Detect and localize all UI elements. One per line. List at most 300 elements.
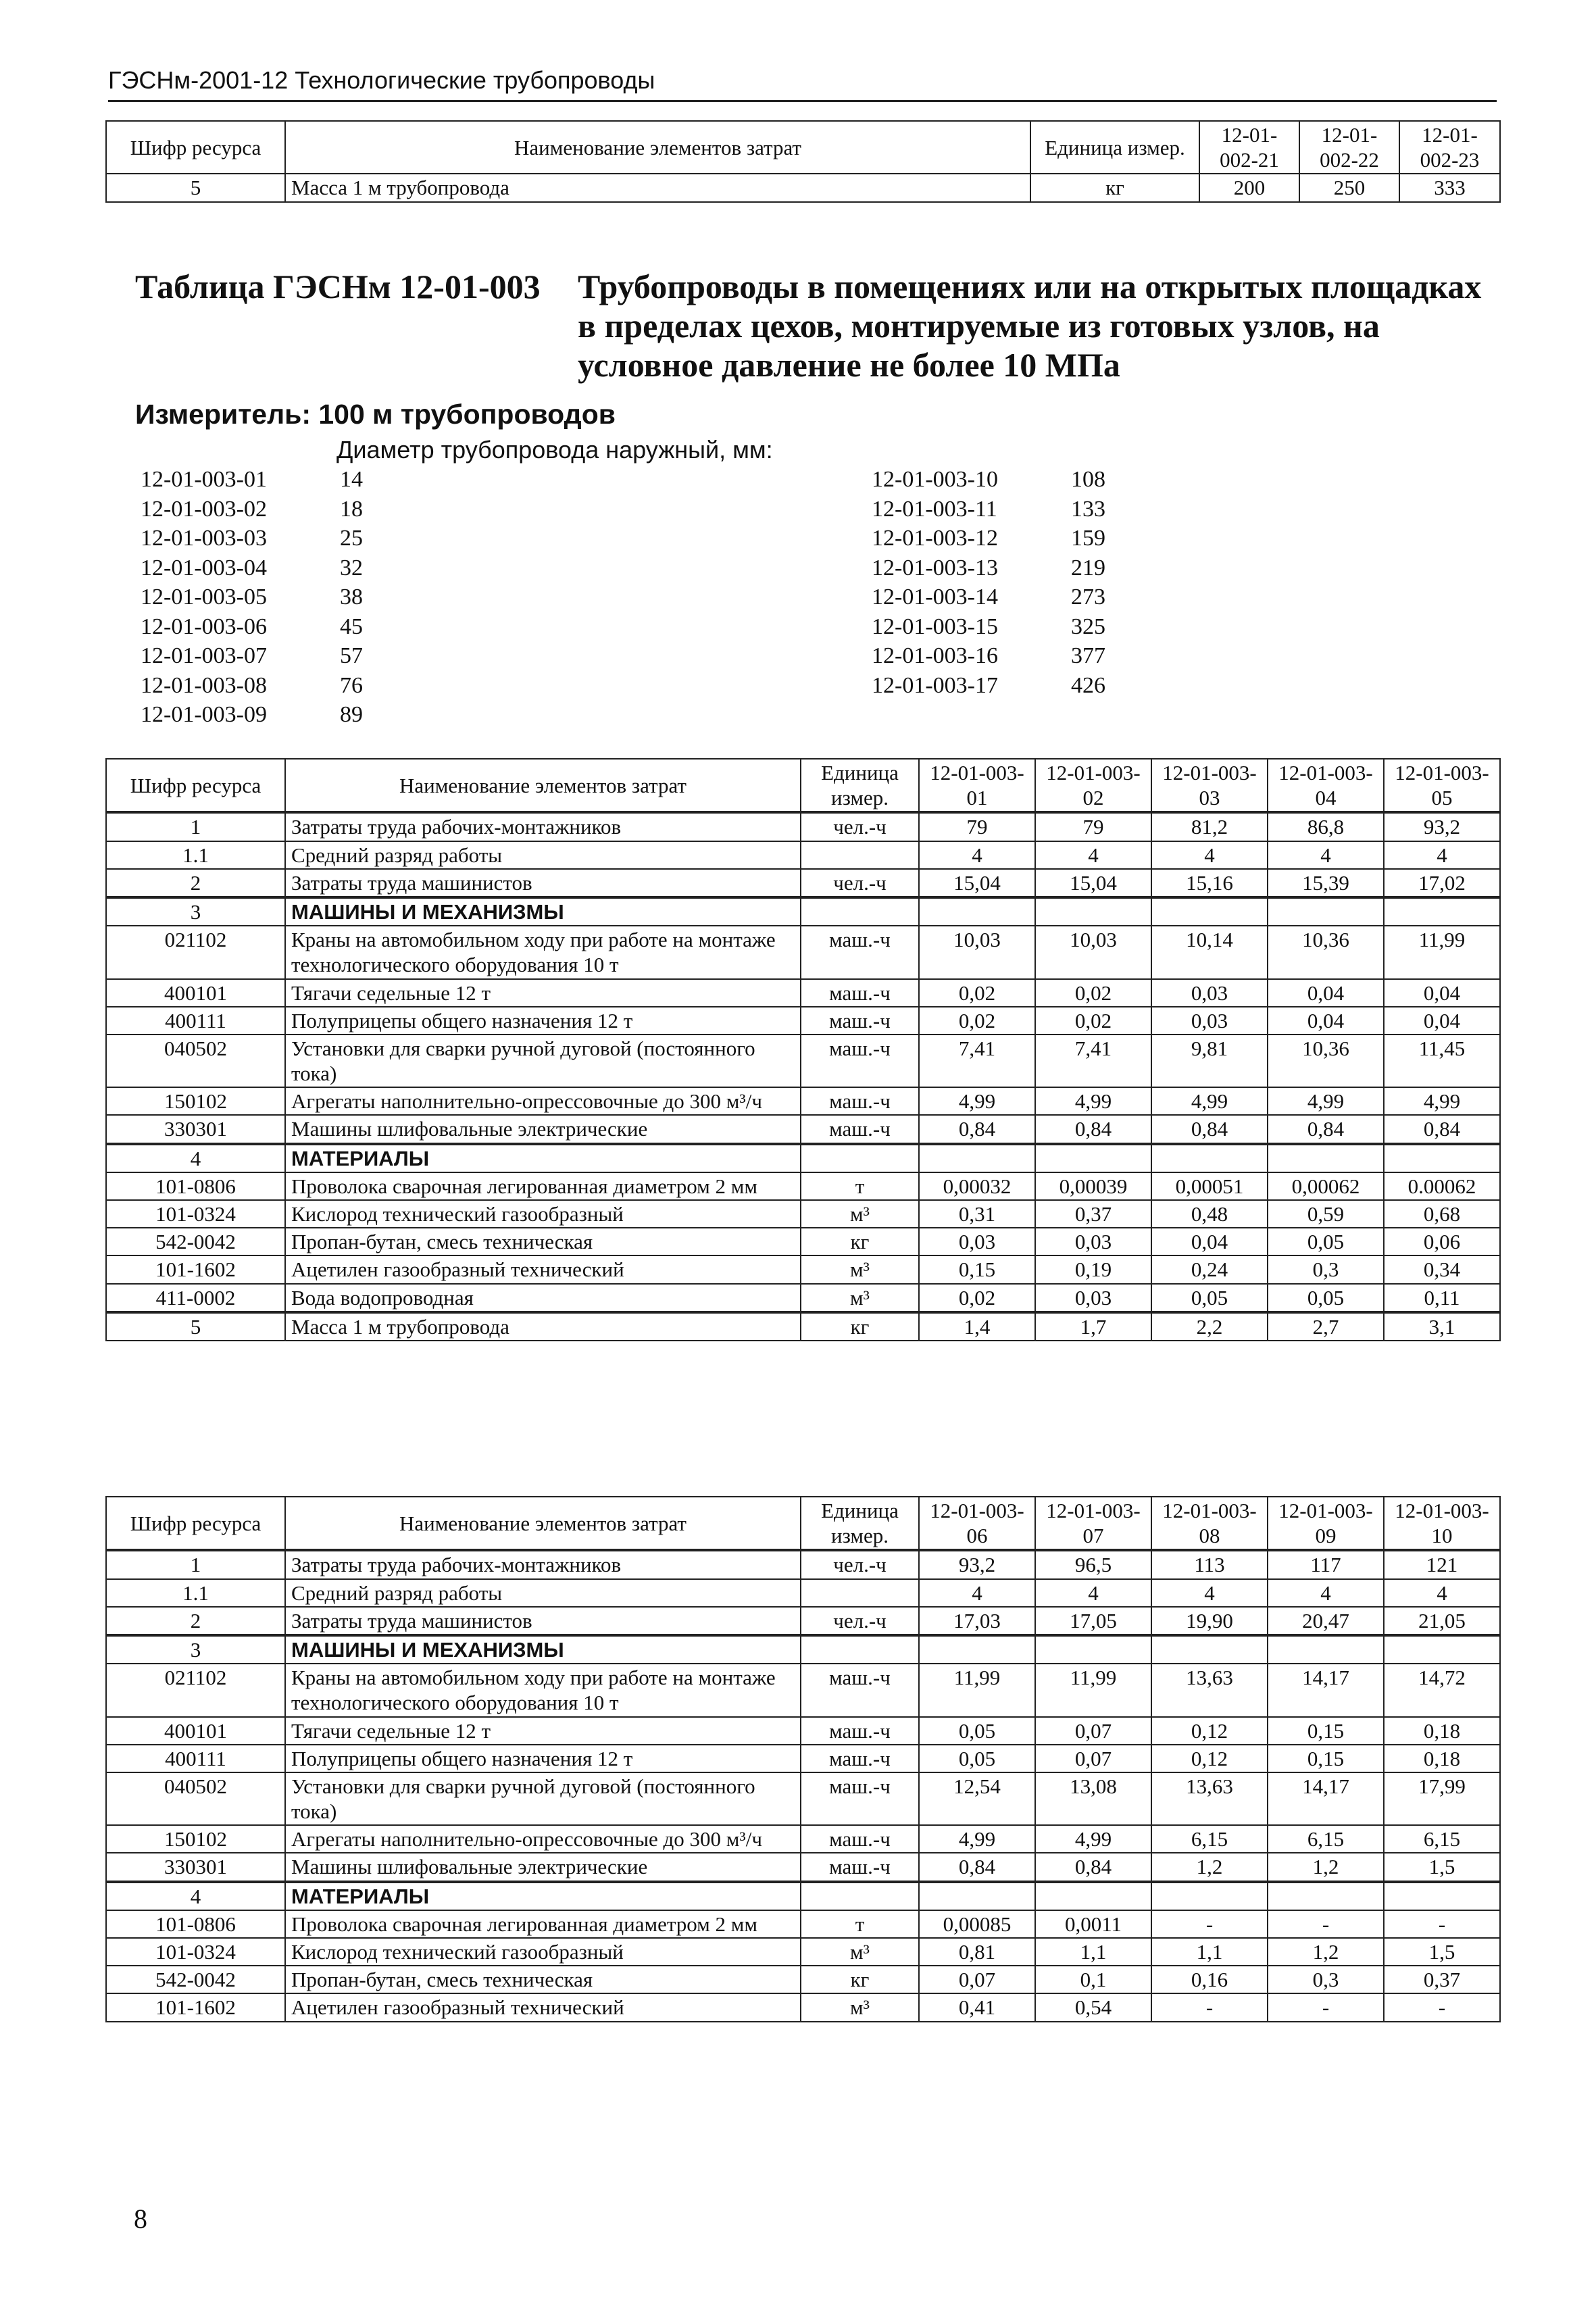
cell-value: 0,00032 bbox=[919, 1172, 1035, 1200]
cell-unit: м³ bbox=[801, 1993, 919, 2021]
table-section bbox=[106, 1882, 1500, 2022]
cell-value: 4,99 bbox=[1151, 1087, 1268, 1115]
cell-code: 4 bbox=[106, 1144, 285, 1172]
cell-unit: кг bbox=[801, 1228, 919, 1255]
cell-value bbox=[1384, 1882, 1500, 1910]
cell-value: 1,2 bbox=[1151, 1853, 1268, 1881]
norm-code: 12-01-003-07 bbox=[141, 643, 267, 668]
cell-value: 1,2 bbox=[1268, 1853, 1384, 1881]
norm-code: 12-01-003-13 bbox=[872, 555, 998, 580]
cell-value: 4 bbox=[1151, 1579, 1268, 1607]
cell-code: 400111 bbox=[106, 1745, 285, 1772]
cell-unit: маш.-ч bbox=[801, 1853, 919, 1881]
cell-value: 113 bbox=[1151, 1550, 1268, 1578]
cell-unit: маш.-ч bbox=[801, 1745, 919, 1772]
cell-code: 101-1602 bbox=[106, 1993, 285, 2021]
cell-value: 13,08 bbox=[1035, 1772, 1151, 1825]
cell-unit: чел.-ч bbox=[801, 1607, 919, 1635]
cell-value: 93,2 bbox=[919, 1550, 1035, 1578]
cell-value: 0,05 bbox=[1151, 1284, 1268, 1312]
code-list-item bbox=[141, 524, 421, 553]
cell-name: Ацетилен газообразный технический bbox=[285, 1993, 801, 2021]
cell-name: Полуприцепы общего назначения 12 т bbox=[285, 1007, 801, 1035]
cell-value: 11,99 bbox=[919, 1664, 1035, 1716]
cell-unit: маш.-ч bbox=[801, 1717, 919, 1745]
cell-value bbox=[919, 897, 1035, 926]
cell-value: 1,5 bbox=[1384, 1853, 1500, 1881]
cell-value: 0,03 bbox=[1151, 1007, 1268, 1035]
norm-code: 12-01-003-10 bbox=[872, 467, 998, 492]
cell-value: 121 bbox=[1384, 1550, 1500, 1578]
cell-unit: маш.-ч bbox=[801, 926, 919, 978]
cell-value bbox=[1035, 1635, 1151, 1664]
cell-value bbox=[1384, 1144, 1500, 1172]
cell-value: 21,05 bbox=[1384, 1607, 1500, 1635]
diameter-value: 377 bbox=[1071, 643, 1105, 668]
table-row bbox=[106, 1312, 1500, 1341]
table-row bbox=[106, 1035, 1500, 1087]
cell-value: 0,54 bbox=[1035, 1993, 1151, 2021]
cell-value: 0,07 bbox=[1035, 1745, 1151, 1772]
cell-value: 1,2 bbox=[1268, 1938, 1384, 1966]
col-header-name: Наименование элементов затрат bbox=[285, 759, 801, 812]
col-header-norm: 12-01-003-03 bbox=[1151, 759, 1268, 812]
cell-value: 4 bbox=[1384, 841, 1500, 869]
cell-value: 0,04 bbox=[1268, 1007, 1384, 1035]
cell-value: 0,04 bbox=[1151, 1228, 1268, 1255]
cell-value bbox=[1151, 1635, 1268, 1664]
col-header-norm: 12-01-003-06 bbox=[919, 1497, 1035, 1550]
norm-code: 12-01-003-03 bbox=[141, 526, 267, 551]
cell-unit: кг bbox=[801, 1966, 919, 1993]
table-section bbox=[106, 1312, 1500, 1341]
cell-name: Кислород технический газообразный bbox=[285, 1938, 801, 1966]
cell-unit: т bbox=[801, 1910, 919, 1938]
cell-name: Проволока сварочная легированная диаметром 2 мм bbox=[285, 1172, 801, 1200]
cell-code: 101-1602 bbox=[106, 1255, 285, 1283]
cell-value: 0,02 bbox=[919, 1284, 1035, 1312]
code-list-item bbox=[872, 671, 1152, 701]
cell-name: Затраты труда машинистов bbox=[285, 869, 801, 897]
cell-value bbox=[919, 1882, 1035, 1910]
cell-code: 4 bbox=[106, 1882, 285, 1910]
cell-value: 12,54 bbox=[919, 1772, 1035, 1825]
cell-value: 4 bbox=[1035, 841, 1151, 869]
cell-value: 13,63 bbox=[1151, 1664, 1268, 1716]
cell-unit: маш.-ч bbox=[801, 1087, 919, 1115]
cell-unit: м³ bbox=[801, 1255, 919, 1283]
cell-value: 2,2 bbox=[1151, 1312, 1268, 1341]
table-section bbox=[106, 1550, 1500, 1635]
cell-value: 20,47 bbox=[1268, 1607, 1384, 1635]
diameter-value: 159 bbox=[1071, 526, 1105, 551]
table-row bbox=[106, 1087, 1500, 1115]
cell-value: 0,84 bbox=[919, 1115, 1035, 1143]
table-row bbox=[106, 1579, 1500, 1607]
cell-name: Тягачи седельные 12 т bbox=[285, 1717, 801, 1745]
cell-value: 0,84 bbox=[919, 1853, 1035, 1881]
col-header-name: Наименование элементов затрат bbox=[285, 1497, 801, 1550]
table-row bbox=[106, 841, 1500, 869]
cell-code: 040502 bbox=[106, 1772, 285, 1825]
cell-code: 101-0324 bbox=[106, 1200, 285, 1228]
cell-unit: маш.-ч bbox=[801, 1007, 919, 1035]
cell-name: МАШИНЫ И МЕХАНИЗМЫ bbox=[285, 897, 801, 926]
cell-value: 4,99 bbox=[919, 1087, 1035, 1115]
diameter-value: 14 bbox=[340, 467, 363, 492]
cell-value: - bbox=[1268, 1993, 1384, 2021]
cell-value: 0,00085 bbox=[919, 1910, 1035, 1938]
cell-code: 101-0806 bbox=[106, 1172, 285, 1200]
cell-unit: м³ bbox=[801, 1200, 919, 1228]
code-list-item bbox=[141, 671, 421, 701]
cell-code: 2 bbox=[106, 869, 285, 897]
cell-value: 4 bbox=[919, 841, 1035, 869]
cell-name: Тягачи седельные 12 т bbox=[285, 979, 801, 1007]
cell-value: 200 bbox=[1199, 174, 1299, 201]
cell-value: 0,05 bbox=[919, 1717, 1035, 1745]
cell-code: 1 bbox=[106, 812, 285, 841]
table-row bbox=[106, 1007, 1500, 1035]
col-header-norm: 12-01-003-05 bbox=[1384, 759, 1500, 812]
cell-value: 0,41 bbox=[919, 1993, 1035, 2021]
cell-value: 11,99 bbox=[1384, 926, 1500, 978]
table-section bbox=[106, 812, 1500, 897]
table-label: Таблица ГЭСНм 12-01-003 bbox=[135, 268, 541, 305]
cell-value: 0,24 bbox=[1151, 1255, 1268, 1283]
cell-code: 542-0042 bbox=[106, 1228, 285, 1255]
cell-value: 0,68 bbox=[1384, 1200, 1500, 1228]
diameter-value: 45 bbox=[340, 614, 363, 639]
cell-value bbox=[1268, 897, 1384, 926]
cell-value bbox=[1384, 1635, 1500, 1664]
cell-value bbox=[1151, 897, 1268, 926]
code-list-item bbox=[872, 524, 1152, 553]
cell-value: 0,0011 bbox=[1035, 1910, 1151, 1938]
table-row bbox=[106, 979, 1500, 1007]
cell-code: 411-0002 bbox=[106, 1284, 285, 1312]
cell-value: 0,04 bbox=[1384, 979, 1500, 1007]
cell-name: Агрегаты наполнительно-опрессовочные до 300 м³/ч bbox=[285, 1825, 801, 1853]
cell-value: 2,7 bbox=[1268, 1312, 1384, 1341]
cell-code: 1 bbox=[106, 1550, 285, 1578]
cell-value: 0,3 bbox=[1268, 1255, 1384, 1283]
cell-unit: т bbox=[801, 1172, 919, 1200]
code-list-item bbox=[141, 641, 421, 671]
table-row bbox=[106, 1664, 1500, 1716]
table-row bbox=[106, 1745, 1500, 1772]
cell-unit bbox=[801, 1882, 919, 1910]
cell-value: 1,1 bbox=[1151, 1938, 1268, 1966]
cell-unit: маш.-ч bbox=[801, 1664, 919, 1716]
cell-name: Машины шлифовальные электрические bbox=[285, 1853, 801, 1881]
cell-name: Затраты труда рабочих-монтажников bbox=[285, 812, 801, 841]
col-header-code: Шифр ресурса bbox=[106, 1497, 285, 1550]
code-list-item bbox=[872, 641, 1152, 671]
cell-value: 6,15 bbox=[1384, 1825, 1500, 1853]
cell-value: 0,84 bbox=[1151, 1115, 1268, 1143]
col-header-norm: 12-01-002-21 bbox=[1199, 121, 1299, 174]
cell-value: 4,99 bbox=[1035, 1825, 1151, 1853]
table-row bbox=[106, 1825, 1500, 1853]
diameter-value: 89 bbox=[340, 702, 363, 727]
norm-code: 12-01-003-14 bbox=[872, 584, 998, 609]
table-12-01-003-01-05 bbox=[105, 758, 1501, 1341]
norm-code: 12-01-003-12 bbox=[872, 526, 998, 551]
cell-value: 7,41 bbox=[919, 1035, 1035, 1087]
col-header-norm: 12-01-002-23 bbox=[1399, 121, 1500, 174]
cell-value: 96,5 bbox=[1035, 1550, 1151, 1578]
table-row bbox=[106, 1717, 1500, 1745]
cell-value: 0,02 bbox=[919, 979, 1035, 1007]
cell-value: 1,1 bbox=[1035, 1938, 1151, 1966]
cell-value: 4,99 bbox=[1035, 1087, 1151, 1115]
code-list-item bbox=[141, 700, 421, 730]
cell-name: Средний разряд работы bbox=[285, 1579, 801, 1607]
cell-code: 400111 bbox=[106, 1007, 285, 1035]
cell-value: 10,14 bbox=[1151, 926, 1268, 978]
cell-value: 11,45 bbox=[1384, 1035, 1500, 1087]
diameter-heading: Диаметр трубопровода наружный, мм: bbox=[336, 436, 773, 464]
cell-value: 15,16 bbox=[1151, 869, 1268, 897]
cell-name: Краны на автомобильном ходу при работе на монтаже технологического оборудования 10 т bbox=[285, 1664, 801, 1716]
cell-code: 400101 bbox=[106, 1717, 285, 1745]
cell-value: 0,11 bbox=[1384, 1284, 1500, 1312]
table-row bbox=[106, 174, 1500, 201]
cell-value: 0,06 bbox=[1384, 1228, 1500, 1255]
cell-value: 86,8 bbox=[1268, 812, 1384, 841]
col-header-norm: 12-01-003-07 bbox=[1035, 1497, 1151, 1550]
group-row bbox=[106, 1882, 1500, 1910]
diameter-value: 32 bbox=[340, 555, 363, 580]
cell-name: Краны на автомобильном ходу при работе на монтаже технологического оборудования 10 т bbox=[285, 926, 801, 978]
cell-value: 4 bbox=[919, 1579, 1035, 1607]
cell-value: 0,02 bbox=[1035, 1007, 1151, 1035]
cell-code: 101-0324 bbox=[106, 1938, 285, 1966]
cell-value: 0,3 bbox=[1268, 1966, 1384, 1993]
cell-value: 4,99 bbox=[1384, 1087, 1500, 1115]
norm-code: 12-01-003-01 bbox=[141, 467, 267, 492]
cell-value: 6,15 bbox=[1151, 1825, 1268, 1853]
cell-value: 4 bbox=[1035, 1579, 1151, 1607]
cell-value: 4 bbox=[1384, 1579, 1500, 1607]
cell-name: Установки для сварки ручной дуговой (постоянного тока) bbox=[285, 1772, 801, 1825]
cell-value: 0,03 bbox=[1035, 1284, 1151, 1312]
diameter-value: 38 bbox=[340, 584, 363, 609]
cell-value: 10,03 bbox=[1035, 926, 1151, 978]
diameter-value: 273 bbox=[1071, 584, 1105, 609]
code-list-left bbox=[141, 465, 421, 730]
cell-value: 0,00039 bbox=[1035, 1172, 1151, 1200]
cell-value: 1,4 bbox=[919, 1312, 1035, 1341]
cell-value: 10,36 bbox=[1268, 1035, 1384, 1087]
cell-code: 5 bbox=[106, 1312, 285, 1341]
cell-unit bbox=[801, 1579, 919, 1607]
cell-value: 0,04 bbox=[1384, 1007, 1500, 1035]
norm-code: 12-01-003-06 bbox=[141, 614, 267, 639]
cell-unit: чел.-ч bbox=[801, 869, 919, 897]
cell-value: 14,17 bbox=[1268, 1772, 1384, 1825]
norm-code: 12-01-003-16 bbox=[872, 643, 998, 668]
col-header-unit: Единица измер. bbox=[801, 759, 919, 812]
cell-value: 0,16 bbox=[1151, 1966, 1268, 1993]
header-rule bbox=[108, 100, 1497, 102]
cell-value: 93,2 bbox=[1384, 812, 1500, 841]
cell-value: 250 bbox=[1299, 174, 1399, 201]
cell-unit: кг bbox=[1030, 174, 1199, 201]
cell-name: Вода водопроводная bbox=[285, 1284, 801, 1312]
cell-name: Проволока сварочная легированная диаметром 2 мм bbox=[285, 1910, 801, 1938]
code-list-item bbox=[141, 612, 421, 642]
cell-value bbox=[1035, 897, 1151, 926]
cell-value: 0,02 bbox=[1035, 979, 1151, 1007]
cell-value: 0,19 bbox=[1035, 1255, 1151, 1283]
cell-code: 1.1 bbox=[106, 1579, 285, 1607]
cell-name: Пропан-бутан, смесь техническая bbox=[285, 1966, 801, 1993]
cell-value: - bbox=[1151, 1910, 1268, 1938]
cell-value: 0,37 bbox=[1035, 1200, 1151, 1228]
diameter-value: 18 bbox=[340, 496, 363, 522]
cell-value: 0,05 bbox=[1268, 1284, 1384, 1312]
cell-name: Затраты труда рабочих-монтажников bbox=[285, 1550, 801, 1578]
cell-value: 0,00062 bbox=[1268, 1172, 1384, 1200]
cell-value: 10,36 bbox=[1268, 926, 1384, 978]
cell-value: 0,07 bbox=[1035, 1717, 1151, 1745]
cell-value: 4,99 bbox=[919, 1825, 1035, 1853]
col-header-code: Шифр ресурса bbox=[106, 759, 285, 812]
cell-value: 0,31 bbox=[919, 1200, 1035, 1228]
table-title: Трубопроводы в помещениях или на открытых площадках в пределах цехов, монтируемые из готовых узлов, на условное давление не более 10 МПа bbox=[578, 268, 1482, 384]
code-list-item bbox=[872, 495, 1152, 524]
cell-code: 330301 bbox=[106, 1853, 285, 1881]
cell-value: 0,18 bbox=[1384, 1745, 1500, 1772]
cell-value: 15,04 bbox=[1035, 869, 1151, 897]
meter-line: Измеритель: 100 м трубопроводов bbox=[135, 399, 616, 430]
cell-unit: м³ bbox=[801, 1938, 919, 1966]
table-row bbox=[106, 1255, 1500, 1283]
code-list-item bbox=[141, 465, 421, 495]
cell-value bbox=[1151, 1144, 1268, 1172]
cell-unit: маш.-ч bbox=[801, 979, 919, 1007]
cell-value: 14,72 bbox=[1384, 1664, 1500, 1716]
cell-value: - bbox=[1151, 1993, 1268, 2021]
cell-value: 15,39 bbox=[1268, 869, 1384, 897]
group-row bbox=[106, 1635, 1500, 1664]
table-row bbox=[106, 1910, 1500, 1938]
diameter-value: 426 bbox=[1071, 672, 1105, 698]
table-row bbox=[106, 1772, 1500, 1825]
cell-name: Агрегаты наполнительно-опрессовочные до 300 м³/ч bbox=[285, 1087, 801, 1115]
cell-value: 17,99 bbox=[1384, 1772, 1500, 1825]
running-title: ГЭСНм-2001-12 Технологические трубопроводы bbox=[108, 66, 655, 94]
diameter-value: 133 bbox=[1071, 496, 1105, 522]
table-row bbox=[106, 1115, 1500, 1143]
cell-unit: маш.-ч bbox=[801, 1035, 919, 1087]
group-row bbox=[106, 1144, 1500, 1172]
norm-code: 12-01-003-08 bbox=[141, 672, 267, 698]
col-header-norm: 12-01-003-09 bbox=[1268, 1497, 1384, 1550]
diameter-value: 108 bbox=[1071, 467, 1105, 492]
cell-value: - bbox=[1268, 1910, 1384, 1938]
cell-value: 0,84 bbox=[1035, 1115, 1151, 1143]
code-list-right bbox=[872, 465, 1152, 700]
code-list-item bbox=[872, 553, 1152, 583]
table-row bbox=[106, 1966, 1500, 1993]
cell-value: 0,1 bbox=[1035, 1966, 1151, 1993]
cell-code: 1.1 bbox=[106, 841, 285, 869]
cell-value: 17,02 bbox=[1384, 869, 1500, 897]
cell-name: Масса 1 м трубопровода bbox=[285, 1312, 801, 1341]
cell-unit: чел.-ч bbox=[801, 1550, 919, 1578]
cell-value: 0,00051 bbox=[1151, 1172, 1268, 1200]
cell-name: Масса 1 м трубопровода bbox=[285, 174, 1030, 201]
cell-code: 021102 bbox=[106, 926, 285, 978]
table-row bbox=[106, 1228, 1500, 1255]
cell-unit: маш.-ч bbox=[801, 1115, 919, 1143]
cell-value: 0,12 bbox=[1151, 1745, 1268, 1772]
col-header-code: Шифр ресурса bbox=[106, 121, 285, 174]
cell-name: МАТЕРИАЛЫ bbox=[285, 1144, 801, 1172]
cell-unit bbox=[801, 1144, 919, 1172]
table-row bbox=[106, 1550, 1500, 1578]
cell-value bbox=[1268, 1635, 1384, 1664]
norm-code: 12-01-003-02 bbox=[141, 496, 267, 522]
cell-value bbox=[1268, 1144, 1384, 1172]
cell-value: 81,2 bbox=[1151, 812, 1268, 841]
col-header-unit: Единица измер. bbox=[801, 1497, 919, 1550]
cell-value: 11,99 bbox=[1035, 1664, 1151, 1716]
cell-code: 021102 bbox=[106, 1664, 285, 1716]
table-row bbox=[106, 1284, 1500, 1312]
cell-value: 0,07 bbox=[919, 1966, 1035, 1993]
cell-value: 0,84 bbox=[1268, 1115, 1384, 1143]
cell-unit bbox=[801, 897, 919, 926]
cell-value: 7,41 bbox=[1035, 1035, 1151, 1087]
col-header-name: Наименование элементов затрат bbox=[285, 121, 1030, 174]
cell-value: 14,17 bbox=[1268, 1664, 1384, 1716]
cell-unit: м³ bbox=[801, 1284, 919, 1312]
diameter-value: 57 bbox=[340, 643, 363, 668]
cell-code: 3 bbox=[106, 897, 285, 926]
cell-name: МАШИНЫ И МЕХАНИЗМЫ bbox=[285, 1635, 801, 1664]
cell-code: 542-0042 bbox=[106, 1966, 285, 1993]
cell-code: 040502 bbox=[106, 1035, 285, 1087]
cell-value: 0,15 bbox=[1268, 1745, 1384, 1772]
cell-value bbox=[1268, 1882, 1384, 1910]
cell-value: 4 bbox=[1151, 841, 1268, 869]
cell-value: 1,7 bbox=[1035, 1312, 1151, 1341]
cell-value: 9,81 bbox=[1151, 1035, 1268, 1087]
cell-value: 0,05 bbox=[919, 1745, 1035, 1772]
cell-code: 330301 bbox=[106, 1115, 285, 1143]
cell-unit: чел.-ч bbox=[801, 812, 919, 841]
table-row bbox=[106, 926, 1500, 978]
norm-code: 12-01-003-11 bbox=[872, 496, 997, 522]
diameter-value: 76 bbox=[340, 672, 363, 698]
cell-unit bbox=[801, 1635, 919, 1664]
cell-value: 0,05 bbox=[1268, 1228, 1384, 1255]
col-header-norm: 12-01-002-22 bbox=[1299, 121, 1399, 174]
cell-value: 0,34 bbox=[1384, 1255, 1500, 1283]
table-row bbox=[106, 1200, 1500, 1228]
cell-name: Затраты труда машинистов bbox=[285, 1607, 801, 1635]
cell-value: - bbox=[1384, 1993, 1500, 2021]
cell-value: 17,05 bbox=[1035, 1607, 1151, 1635]
col-header-norm: 12-01-003-02 bbox=[1035, 759, 1151, 812]
table-section bbox=[106, 897, 1500, 1144]
cell-value: 10,03 bbox=[919, 926, 1035, 978]
diameter-value: 219 bbox=[1071, 555, 1105, 580]
